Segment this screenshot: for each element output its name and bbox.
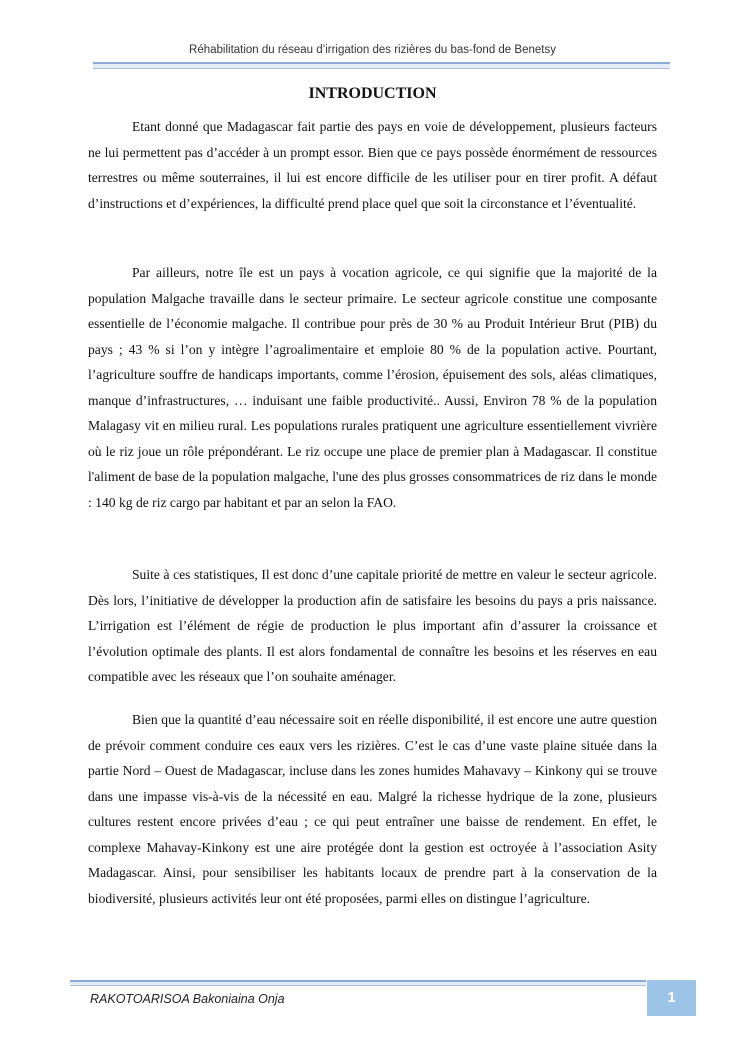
paragraph-1: Etant donné que Madagascar fait partie des pays en voie de développement, plusieurs facteurs ne lui permettent pas d’accéder à un prompt essor. Bien que ce pays possède énormément de ressources terrestres ou même souterraines, il lui est encore difficile de les utiliser pour en tirer profit. A défaut d’instructions et d’expériences, la difficulté prend place quel que soit la circonstance et l’éventualité. bbox=[88, 119, 657, 211]
section-heading: INTRODUCTION bbox=[308, 85, 437, 102]
running-header: Réhabilitation du réseau d’irrigation des rizières du bas-fond de Benetsy bbox=[189, 44, 556, 56]
page-number: 1 bbox=[647, 980, 696, 1016]
paragraph-4: Bien que la quantité d’eau nécessaire soit en réelle disponibilité, il est encore une autre question de prévoir comment conduire ces eaux vers les rizières. C’est le cas d’une vaste plaine située dans la partie Nord – Ouest de Madagascar, incluse dans les zones humides Mahavavy – Kinkony qui se trouve dans une impasse vis-à-vis de la nécessité en eau. Malgré la richesse hydrique de la zone, plusieurs cultures restent encore privées d’eau ; ce qui peut entraîner une baisse de rendement. En effet, le complexe Mahavay-Kinkony est une aire protégée dont la gestion est octroyée à l’association Asity Madagascar. Ainsi, pour sensibiliser les habitants locaux de prendre part à la conservation de la biodiversité, plusieurs activités leur ont été proposées, parmi elles on distingue l’agriculture. bbox=[88, 712, 657, 906]
paragraph-2: Par ailleurs, notre île est un pays à vocation agricole, ce qui signifie que la majorité de la population Malgache travaille dans le secteur primaire. Le secteur agricole constitue une composante essentielle de l’économie malgache. Il contribue pour près de 30 % au Produit Intérieur Brut (PIB) du pays ; 43 % si l’on y intègre l’agroalimentaire et emploie 80 % de la population active. Pourtant, l’agriculture souffre de handicaps importants, comme l’érosion, épuisement des sols, aléas climatiques, manque d’infrastructures, … induisant une faible productivité.. Aussi, Environ 78 % de la population Malagasy vit en milieu rural. Les populations rurales pratiquent une agriculture essentiellement vivrière où le riz joue un rôle prépondérant. Le riz occupe une place de premier plan à Madagascar. Il constitue l'aliment de base de la population malgache, l'une des plus grosses consommatrices de riz dans le monde : 140 kg de riz cargo par habitant et par an selon la FAO. bbox=[88, 265, 657, 510]
footer-author: RAKOTOARISOA Bakoniaina Onja bbox=[90, 992, 285, 1006]
header-divider bbox=[93, 62, 670, 69]
paragraph-3: Suite à ces statistiques, Il est donc d’une capitale priorité de mettre en valeur le secteur agricole. Dès lors, l’initiative de développer la production afin de satisfaire les besoins du pays a pris naissance. L’irrigation est l’élément de régie de production le plus important afin d’assurer la croissance et l’évolution optimale des plants. Il est alors fondamental de connaître les besoins et les réserves en eau compatible avec les réseaux que l’on souhaite aménager. bbox=[88, 567, 657, 684]
footer-divider bbox=[70, 980, 646, 986]
